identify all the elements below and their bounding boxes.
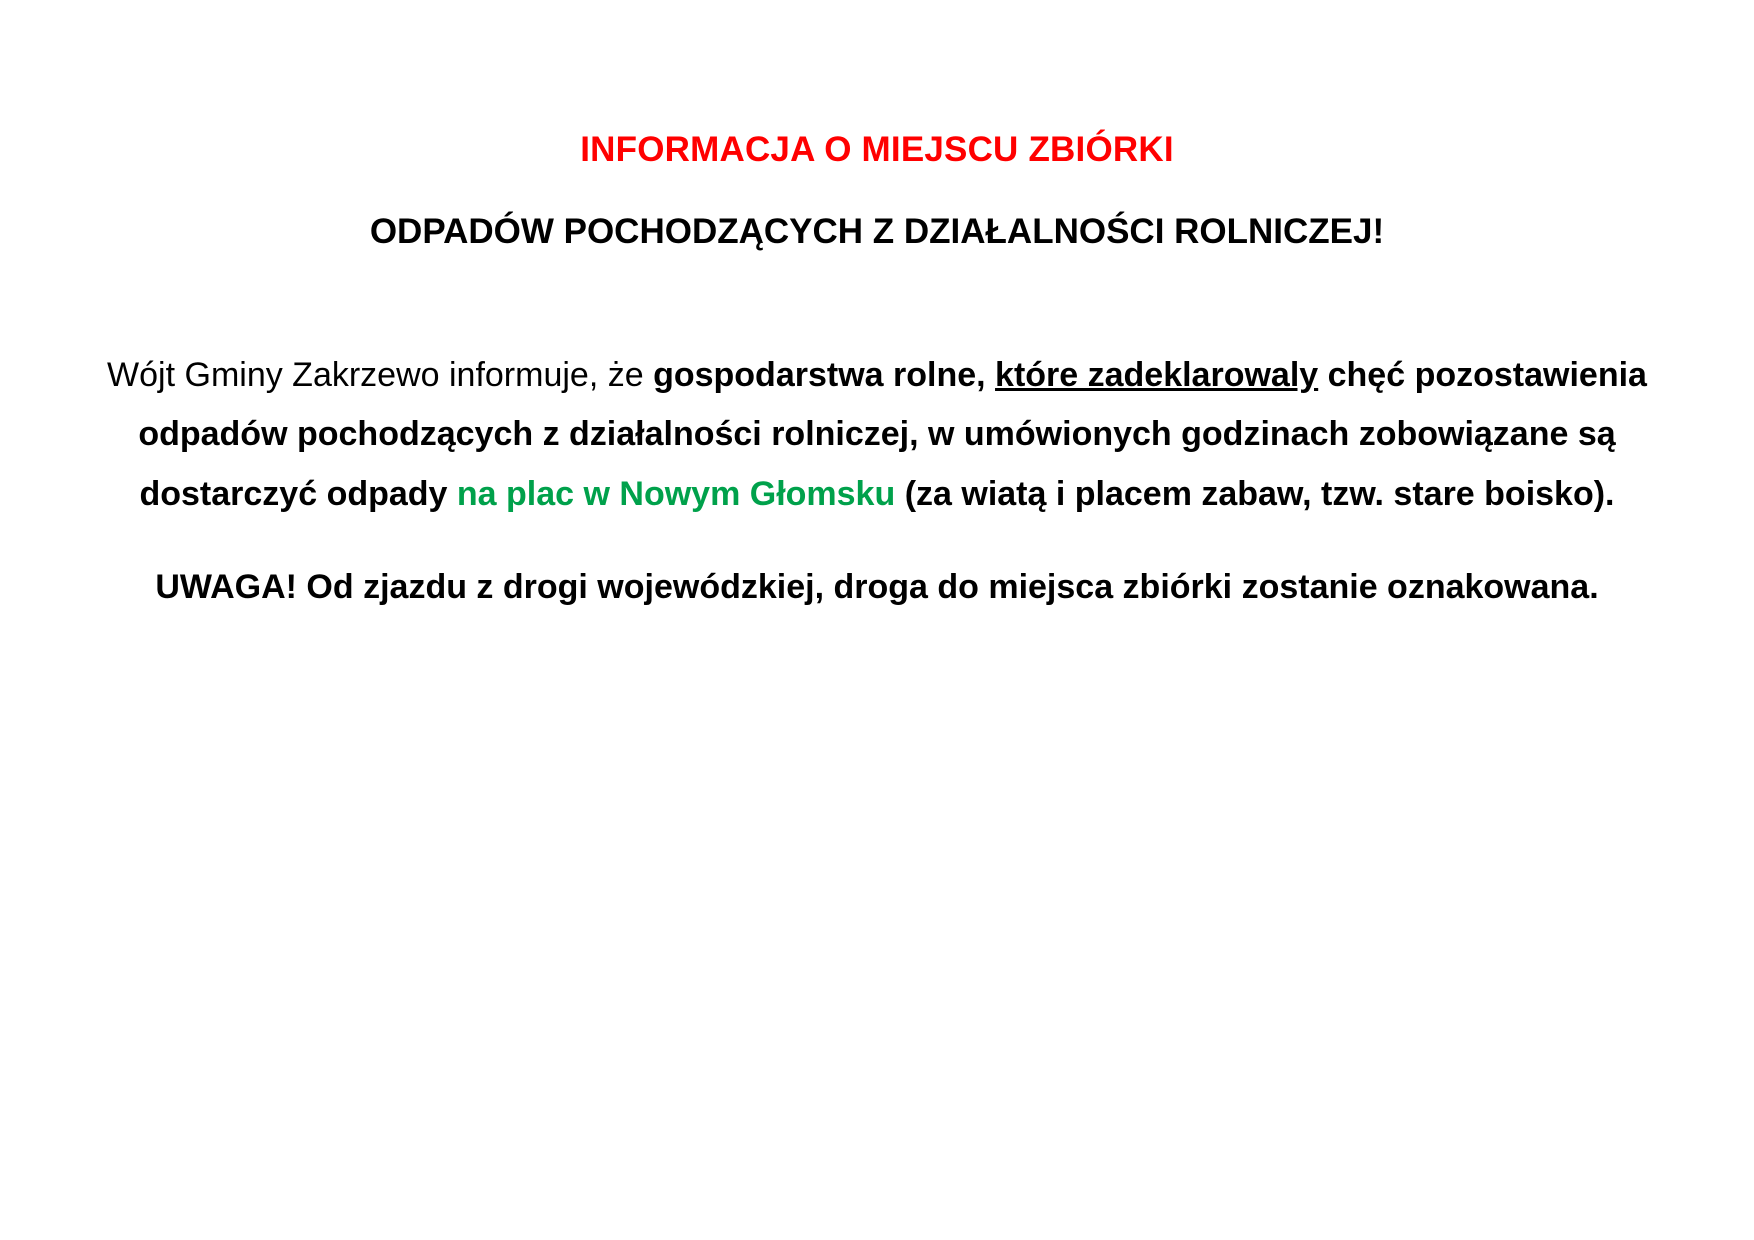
document-body	[0, 346, 1754, 618]
paragraph-main-part-3-underlined: które zadeklarowaly	[995, 355, 1319, 394]
collection-place-highlight: na plac w Nowym Głomsku	[456, 474, 896, 513]
paragraph-warning: UWAGA! Od zjazdu z drogi wojewódzkiej, droga do miejsca zbiórki zostanie oznakowana.	[155, 568, 1599, 606]
paragraph-main-part-1: Wójt Gminy Zakrzewo informuje, że	[107, 355, 654, 394]
paragraph-main-part-2: gospodarstwa rolne,	[653, 355, 996, 394]
document-header	[0, 0, 1754, 254]
page-title-secondary: ODPADÓW POCHODZĄCYCH Z DZIAŁALNOŚCI ROLNICZEJ!	[369, 211, 1385, 251]
paragraph-main-part-4: chęć pozostawienia odpadów pochodzących z działalności rolniczej, w umówionych godzinach zobowiązane są dostarczyć odpady	[138, 355, 1647, 513]
paragraph-main-part-6: (za wiatą i placem zabaw, tzw. stare boisko).	[895, 474, 1615, 513]
paragraph-main	[104, 346, 1650, 525]
page-title-primary: INFORMACJA O MIEJSCU ZBIÓRKI	[580, 130, 1174, 169]
